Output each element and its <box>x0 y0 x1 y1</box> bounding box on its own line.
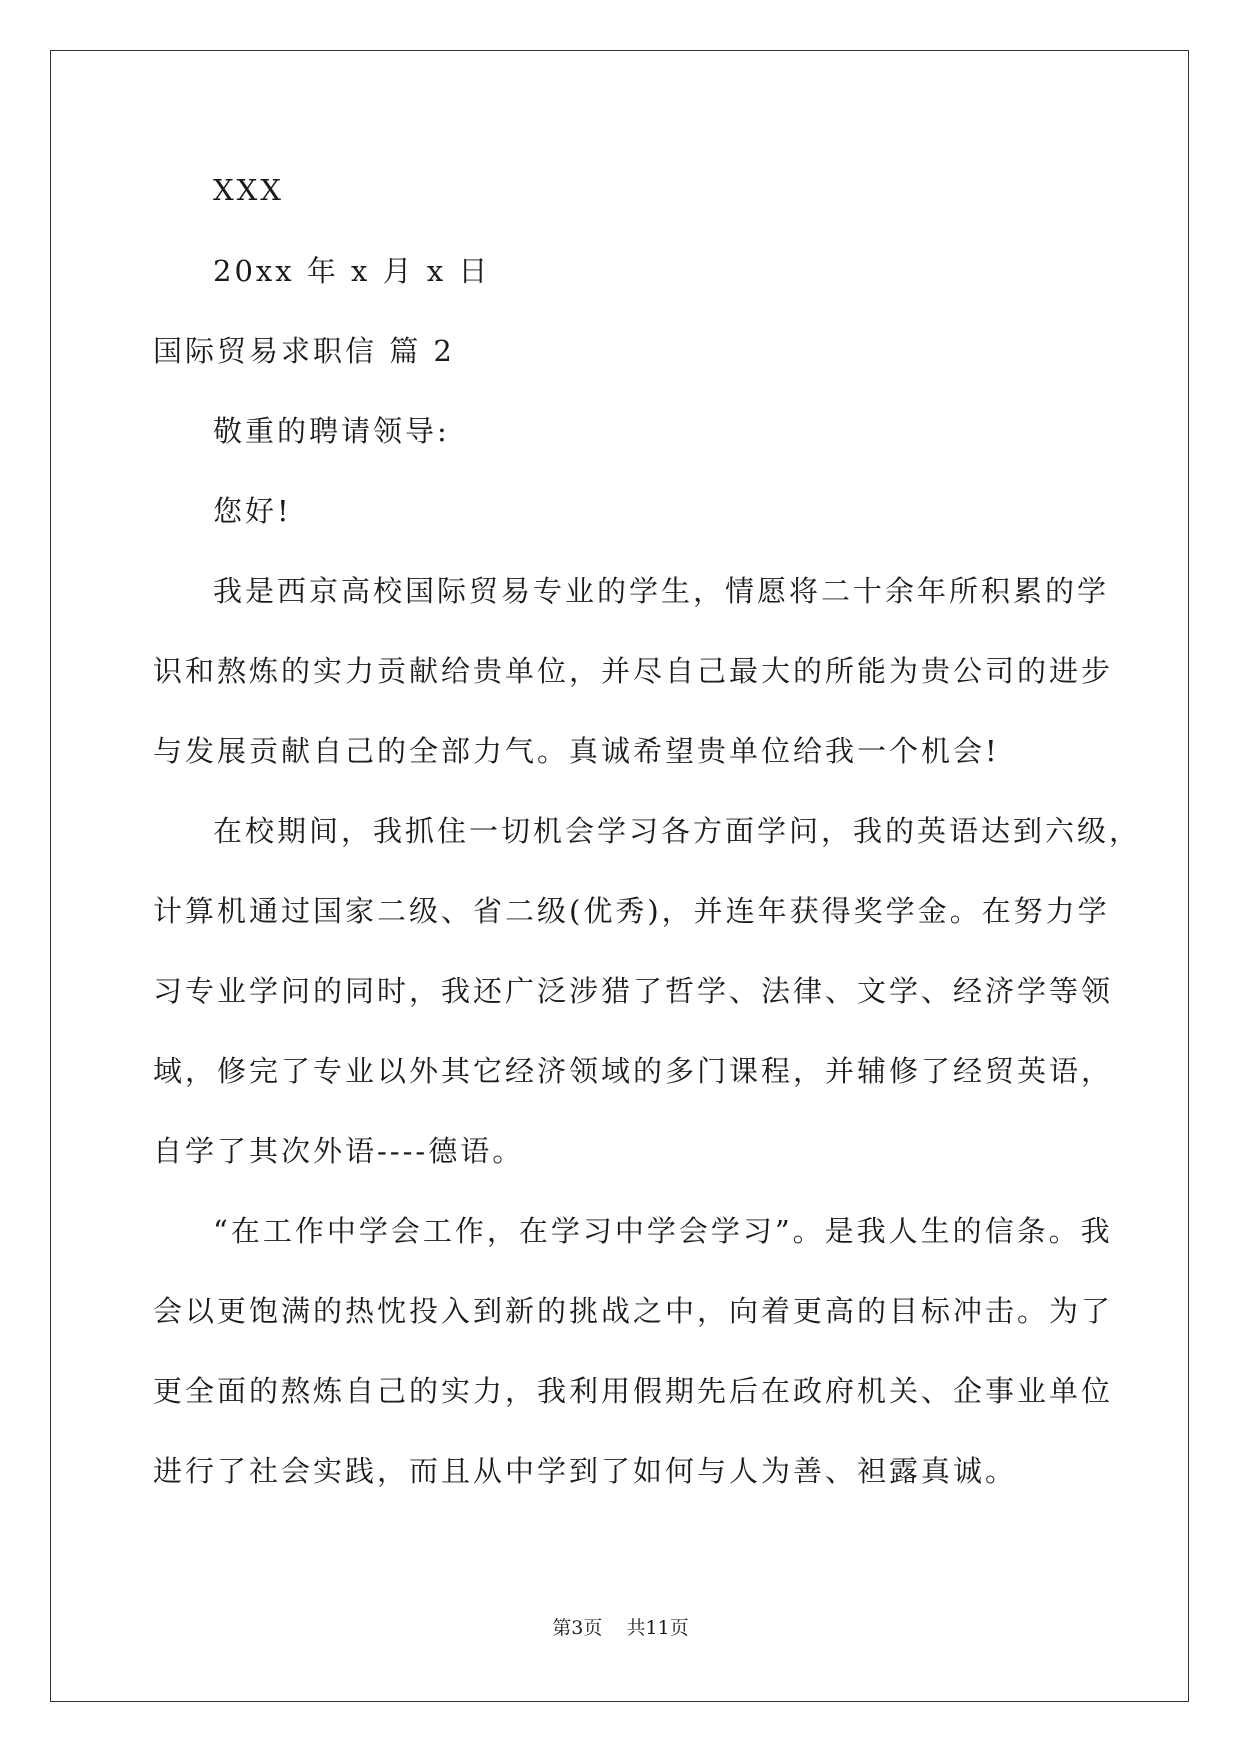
paragraph-line: 更全面的熬炼自己的实力，我利用假期先后在政府机关、企事业单位 <box>153 1374 1114 1408</box>
page-label-prefix: 第 <box>552 1617 572 1639</box>
paragraph-line: 会以更饱满的热忱投入到新的挑战之中，向着更高的目标冲击。为了 <box>153 1294 1114 1328</box>
total-label-prefix: 共 <box>626 1617 646 1639</box>
signature: XXX <box>213 173 284 207</box>
paragraph-line: “在工作中学会工作，在学习中学会学习”。是我人生的信条。我 <box>213 1214 1113 1248</box>
paragraph-line: 我是西京高校国际贸易专业的学生，情愿将二十余年所积累的学 <box>213 574 1110 608</box>
page-number: 3 <box>571 1617 584 1639</box>
page-label-suffix: 页 <box>583 1617 603 1639</box>
paragraph-line: 在校期间，我抓住一切机会学习各方面学问，我的英语达到六级， <box>213 814 1142 848</box>
paragraph-line: 域，修完了专业以外其它经济领域的多门课程，并辅修了经贸英语， <box>153 1054 1114 1088</box>
section-heading: 国际贸易求职信 篇 2 <box>153 334 455 368</box>
paragraph-line: 进行了社会实践，而且从中学到了如何与人为善、袒露真诚。 <box>153 1454 1018 1488</box>
salutation: 敬重的聘请领导: <box>213 414 450 448</box>
greeting: 您好! <box>213 494 292 528</box>
paragraph-line: 习专业学问的同时，我还广泛涉猎了哲学、法律、文学、经济学等领 <box>153 974 1114 1008</box>
page-footer <box>0 1616 1241 1640</box>
paragraph-line: 计算机通过国家二级、省二级(优秀)，并连年获得奖学金。在努力学 <box>153 894 1110 928</box>
date: 20xx 年 x 月 x 日 <box>213 254 491 288</box>
paragraph-line: 与发展贡献自己的全部力气。真诚希望贵单位给我一个机会! <box>153 734 1000 768</box>
paragraph-line: 识和熬炼的实力贡献给贵单位，并尽自己最大的所能为贵公司的进步 <box>153 654 1114 688</box>
total-pages: 11 <box>645 1617 670 1639</box>
total-label-suffix: 页 <box>669 1617 689 1639</box>
paragraph-line: 自学了其次外语----德语。 <box>153 1134 525 1168</box>
